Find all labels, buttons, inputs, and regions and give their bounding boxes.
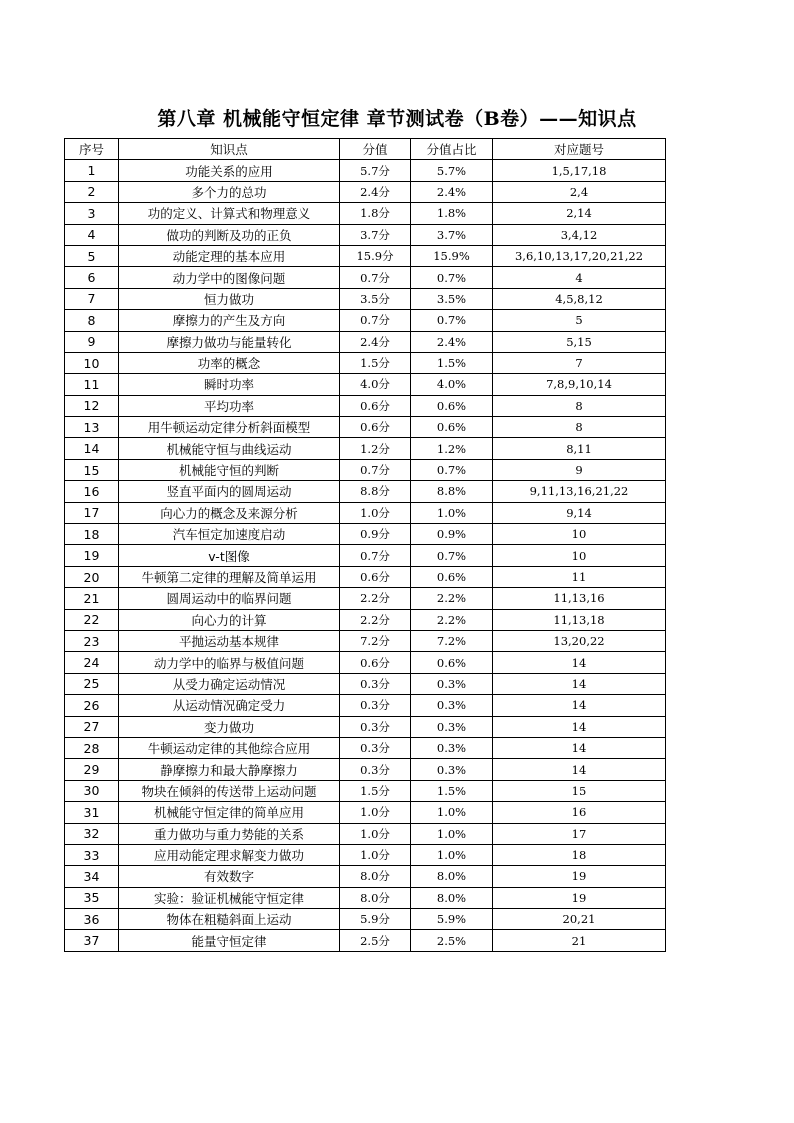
cell-score: 5.9分 [340,909,411,930]
cell-index: 20 [65,566,119,587]
cell-score-percent: 2.2% [411,609,493,630]
cell-index: 31 [65,802,119,823]
cell-score-percent: 0.7% [411,545,493,566]
cell-index: 12 [65,395,119,416]
cell-knowledge-point: 功的定义、计算式和物理意义 [119,203,340,224]
cell-score: 1.5分 [340,780,411,801]
cell-score: 2.2分 [340,609,411,630]
cell-score: 2.2分 [340,588,411,609]
cell-index: 1 [65,160,119,181]
cell-score-percent: 8.8% [411,481,493,502]
cell-question-numbers: 14 [493,759,666,780]
cell-score: 2.4分 [340,181,411,202]
cell-question-numbers: 1,5,17,18 [493,160,666,181]
cell-score: 0.3分 [340,759,411,780]
cell-score: 0.3分 [340,716,411,737]
cell-score: 2.5分 [340,930,411,951]
cell-question-numbers: 4,5,8,12 [493,288,666,309]
cell-index: 33 [65,844,119,865]
cell-index: 3 [65,203,119,224]
cell-score-percent: 0.6% [411,417,493,438]
cell-question-numbers: 9,14 [493,502,666,523]
cell-knowledge-point: 摩擦力的产生及方向 [119,310,340,331]
cell-knowledge-point: v-t图像 [119,545,340,566]
cell-index: 5 [65,245,119,266]
table-row [65,866,666,887]
cell-index: 8 [65,310,119,331]
cell-index: 22 [65,609,119,630]
cell-score: 1.2分 [340,438,411,459]
cell-knowledge-point: 静摩擦力和最大静摩擦力 [119,759,340,780]
cell-score-percent: 8.0% [411,887,493,908]
cell-question-numbers: 13,20,22 [493,630,666,651]
cell-score-percent: 1.5% [411,352,493,373]
cell-knowledge-point: 动力学中的图像问题 [119,267,340,288]
cell-question-numbers: 14 [493,652,666,673]
cell-index: 25 [65,673,119,694]
cell-knowledge-point: 机械能守恒定律的简单应用 [119,802,340,823]
cell-score-percent: 1.0% [411,502,493,523]
cell-index: 26 [65,695,119,716]
cell-score-percent: 0.3% [411,716,493,737]
table-row [65,352,666,373]
cell-knowledge-point: 动能定理的基本应用 [119,245,340,266]
cell-knowledge-point: 应用动能定理求解变力做功 [119,844,340,865]
table-row [65,609,666,630]
table-row [65,203,666,224]
cell-knowledge-point: 能量守恒定律 [119,930,340,951]
cell-knowledge-point: 圆周运动中的临界问题 [119,588,340,609]
cell-question-numbers: 5,15 [493,331,666,352]
cell-knowledge-point: 牛顿运动定律的其他综合应用 [119,737,340,758]
cell-index: 6 [65,267,119,288]
table-row [65,823,666,844]
cell-score-percent: 1.8% [411,203,493,224]
cell-index: 23 [65,630,119,651]
cell-knowledge-point: 多个力的总功 [119,181,340,202]
cell-score-percent: 5.9% [411,909,493,930]
cell-index: 11 [65,374,119,395]
cell-score-percent: 1.2% [411,438,493,459]
cell-question-numbers: 20,21 [493,909,666,930]
table-row [65,310,666,331]
cell-score-percent: 1.5% [411,780,493,801]
cell-knowledge-point: 用牛顿运动定律分析斜面模型 [119,417,340,438]
cell-score: 7.2分 [340,630,411,651]
cell-score-percent: 0.3% [411,759,493,780]
cell-index: 15 [65,459,119,480]
header-score: 分值 [340,139,411,160]
cell-score: 15.9分 [340,245,411,266]
cell-knowledge-point: 做功的判断及功的正负 [119,224,340,245]
cell-knowledge-point: 动力学中的临界与极值问题 [119,652,340,673]
cell-score: 1.5分 [340,352,411,373]
table-row [65,374,666,395]
cell-knowledge-point: 机械能守恒的判断 [119,459,340,480]
cell-question-numbers: 14 [493,695,666,716]
table-row [65,737,666,758]
cell-index: 27 [65,716,119,737]
cell-index: 19 [65,545,119,566]
cell-knowledge-point: 功能关系的应用 [119,160,340,181]
table-row [65,887,666,908]
cell-question-numbers: 2,14 [493,203,666,224]
cell-question-numbers: 3,4,12 [493,224,666,245]
cell-index: 16 [65,481,119,502]
cell-score: 8.0分 [340,866,411,887]
cell-knowledge-point: 平抛运动基本规律 [119,630,340,651]
cell-index: 2 [65,181,119,202]
cell-knowledge-point: 从运动情况确定受力 [119,695,340,716]
cell-index: 34 [65,866,119,887]
cell-knowledge-point: 物块在倾斜的传送带上运动问题 [119,780,340,801]
cell-index: 18 [65,524,119,545]
table-row [65,181,666,202]
cell-score-percent: 1.0% [411,844,493,865]
cell-index: 32 [65,823,119,844]
cell-score-percent: 0.9% [411,524,493,545]
cell-score: 0.6分 [340,417,411,438]
cell-knowledge-point: 有效数字 [119,866,340,887]
knowledge-point-table [64,138,666,952]
cell-score-percent: 0.3% [411,695,493,716]
cell-index: 9 [65,331,119,352]
cell-score-percent: 15.9% [411,245,493,266]
table-row [65,780,666,801]
cell-question-numbers: 8 [493,395,666,416]
cell-question-numbers: 10 [493,524,666,545]
cell-question-numbers: 8 [493,417,666,438]
cell-index: 7 [65,288,119,309]
cell-score-percent: 0.6% [411,566,493,587]
cell-score: 8.0分 [340,887,411,908]
table-row [65,588,666,609]
cell-index: 35 [65,887,119,908]
cell-score-percent: 3.7% [411,224,493,245]
table-row [65,288,666,309]
cell-index: 14 [65,438,119,459]
table-row [65,844,666,865]
table-row [65,802,666,823]
cell-score-percent: 1.0% [411,823,493,844]
cell-index: 36 [65,909,119,930]
cell-question-numbers: 10 [493,545,666,566]
cell-score: 3.5分 [340,288,411,309]
cell-score: 8.8分 [340,481,411,502]
cell-score-percent: 0.7% [411,459,493,480]
table-row [65,438,666,459]
cell-score-percent: 2.2% [411,588,493,609]
cell-score: 5.7分 [340,160,411,181]
cell-knowledge-point: 向心力的计算 [119,609,340,630]
table-row [65,545,666,566]
table-body [65,160,666,951]
cell-index: 10 [65,352,119,373]
cell-question-numbers: 2,4 [493,181,666,202]
cell-score: 0.3分 [340,673,411,694]
table-row [65,245,666,266]
cell-score: 0.3分 [340,737,411,758]
page-title: 第八章 机械能守恒定律 章节测试卷（B卷）——知识点 [157,108,637,130]
cell-score-percent: 1.0% [411,802,493,823]
cell-index: 30 [65,780,119,801]
cell-knowledge-point: 从受力确定运动情况 [119,673,340,694]
cell-score: 3.7分 [340,224,411,245]
cell-score: 0.7分 [340,459,411,480]
cell-score: 0.6分 [340,652,411,673]
cell-question-numbers: 11,13,18 [493,609,666,630]
cell-question-numbers: 18 [493,844,666,865]
cell-score: 2.4分 [340,331,411,352]
cell-question-numbers: 11,13,16 [493,588,666,609]
cell-question-numbers: 14 [493,716,666,737]
cell-question-numbers: 4 [493,267,666,288]
cell-score-percent: 8.0% [411,866,493,887]
cell-index: 13 [65,417,119,438]
table-row [65,459,666,480]
cell-knowledge-point: 实验：验证机械能守恒定律 [119,887,340,908]
table-row [65,395,666,416]
header-knowledge-point: 知识点 [119,139,340,160]
cell-question-numbers: 3,6,10,13,17,20,21,22 [493,245,666,266]
cell-knowledge-point: 平均功率 [119,395,340,416]
cell-score-percent: 5.7% [411,160,493,181]
table-row [65,673,666,694]
cell-knowledge-point: 竖直平面内的圆周运动 [119,481,340,502]
table-row [65,417,666,438]
cell-score-percent: 0.6% [411,395,493,416]
cell-score: 1.0分 [340,823,411,844]
header-score-percent: 分值占比 [411,139,493,160]
cell-index: 17 [65,502,119,523]
cell-question-numbers: 14 [493,737,666,758]
cell-score-percent: 2.4% [411,181,493,202]
table-row [65,930,666,951]
cell-knowledge-point: 瞬时功率 [119,374,340,395]
cell-score: 1.0分 [340,502,411,523]
cell-score-percent: 7.2% [411,630,493,651]
cell-score: 0.9分 [340,524,411,545]
cell-score-percent: 2.5% [411,930,493,951]
table-row [65,695,666,716]
cell-knowledge-point: 变力做功 [119,716,340,737]
cell-knowledge-point: 机械能守恒与曲线运动 [119,438,340,459]
table-row [65,267,666,288]
cell-score: 1.8分 [340,203,411,224]
cell-score: 0.7分 [340,267,411,288]
cell-score: 0.3分 [340,695,411,716]
table-row [65,331,666,352]
cell-index: 24 [65,652,119,673]
table-row [65,909,666,930]
cell-question-numbers: 19 [493,866,666,887]
cell-score-percent: 0.3% [411,737,493,758]
cell-question-numbers: 9,11,13,16,21,22 [493,481,666,502]
cell-score: 1.0分 [340,844,411,865]
table-row [65,481,666,502]
cell-question-numbers: 19 [493,887,666,908]
cell-index: 21 [65,588,119,609]
table-row [65,652,666,673]
cell-score: 4.0分 [340,374,411,395]
cell-score-percent: 3.5% [411,288,493,309]
table-header-row [65,139,666,160]
header-index: 序号 [65,139,119,160]
cell-knowledge-point: 摩擦力做功与能量转化 [119,331,340,352]
table-row [65,566,666,587]
cell-knowledge-point: 恒力做功 [119,288,340,309]
cell-score: 0.7分 [340,545,411,566]
cell-knowledge-point: 功率的概念 [119,352,340,373]
table-row [65,716,666,737]
cell-score-percent: 0.6% [411,652,493,673]
table-row [65,502,666,523]
cell-question-numbers: 17 [493,823,666,844]
cell-index: 37 [65,930,119,951]
table-row [65,630,666,651]
table-row [65,160,666,181]
cell-score-percent: 0.3% [411,673,493,694]
cell-score-percent: 0.7% [411,310,493,331]
cell-score: 0.7分 [340,310,411,331]
cell-knowledge-point: 牛顿第二定律的理解及简单运用 [119,566,340,587]
cell-knowledge-point: 物体在粗糙斜面上运动 [119,909,340,930]
cell-question-numbers: 11 [493,566,666,587]
cell-question-numbers: 9 [493,459,666,480]
cell-question-numbers: 7 [493,352,666,373]
cell-question-numbers: 7,8,9,10,14 [493,374,666,395]
cell-score-percent: 2.4% [411,331,493,352]
cell-question-numbers: 5 [493,310,666,331]
cell-index: 28 [65,737,119,758]
cell-index: 4 [65,224,119,245]
cell-score: 0.6分 [340,566,411,587]
table-row [65,224,666,245]
header-question-numbers: 对应题号 [493,139,666,160]
cell-score-percent: 4.0% [411,374,493,395]
cell-question-numbers: 14 [493,673,666,694]
cell-score-percent: 0.7% [411,267,493,288]
cell-question-numbers: 21 [493,930,666,951]
table-row [65,759,666,780]
cell-index: 29 [65,759,119,780]
table-row [65,524,666,545]
cell-score: 1.0分 [340,802,411,823]
cell-knowledge-point: 重力做功与重力势能的关系 [119,823,340,844]
cell-knowledge-point: 汽车恒定加速度启动 [119,524,340,545]
cell-knowledge-point: 向心力的概念及来源分析 [119,502,340,523]
cell-question-numbers: 8,11 [493,438,666,459]
cell-question-numbers: 16 [493,802,666,823]
cell-score: 0.6分 [340,395,411,416]
cell-question-numbers: 15 [493,780,666,801]
